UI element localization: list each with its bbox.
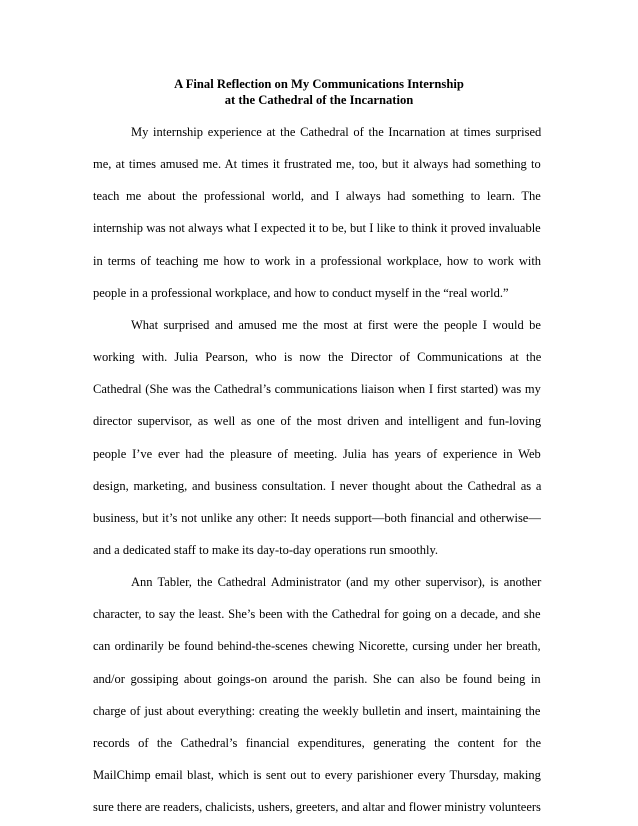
document-title-line-1: A Final Reflection on My Communications Internship bbox=[174, 77, 464, 91]
body-text-line: director supervisor, as well as one of the most driven and intelligent and fun-loving bbox=[93, 414, 542, 429]
body-text-line: people I’ve ever had the pleasure of meeting. Julia has years of experience in Web bbox=[93, 446, 541, 461]
body-text-line: working with. Julia Pearson, who is now the Director of Communications at the bbox=[93, 350, 542, 364]
body-text-line: and a dedicated staff to make its day-to-day operations run smoothly. bbox=[93, 543, 439, 557]
body-text-line: character, to say the least. She’s been with the Cathedral for going on a decade, and she bbox=[93, 607, 541, 622]
body-text-line: records of the Cathedral’s financial expenditures, generating the content for the bbox=[93, 735, 542, 750]
body-text-line: and/or gossiping about goings-on around the parish. She can also be found being in bbox=[93, 671, 541, 686]
body-text-line: charge of just about everything: creating the weekly bulletin and insert, maintaining the bbox=[93, 703, 541, 718]
body-text-line: in terms of teaching me how to work in a professional workplace, how to work with bbox=[93, 253, 542, 268]
body-text-line: can ordinarily be found behind-the-scenes chewing Nicorette, cursing under her breath, bbox=[93, 639, 541, 654]
body-text-line: Cathedral (She was the Cathedral’s communications liaison when I first started) was my bbox=[93, 382, 541, 397]
body-text-line: design, marketing, and business consultation. I never thought about the Cathedral as a bbox=[93, 478, 542, 493]
body-text-line: sure there are readers, chalicists, ushers, greeters, and altar and flower ministry volunteers bbox=[93, 800, 541, 815]
body-text-line: business, but it’s not unlike any other: It needs support—both financial and otherwise— bbox=[93, 510, 541, 525]
body-text-line: Ann Tabler, the Cathedral Administrator (and my other supervisor), is another bbox=[131, 575, 542, 590]
document-title-line-2: at the Cathedral of the Incarnation bbox=[224, 93, 414, 107]
body-text-line: My internship experience at the Cathedral of the Incarnation at times surprised bbox=[131, 125, 542, 139]
body-text-line: MailChimp email blast, which is sent out to every parishioner every Thursday, making bbox=[93, 768, 541, 782]
body-text-line: internship was not always what I expected it to be, but I like to think it proved invaluable bbox=[93, 221, 541, 236]
body-text-line: me, at times amused me. At times it frustrated me, too, but it always had something to bbox=[93, 157, 541, 172]
body-text-line: teach me about the professional world, and I always had something to learn. The bbox=[93, 189, 541, 204]
body-text-line: people in a professional workplace, and how to conduct myself in the “real world.” bbox=[93, 285, 509, 300]
body-text-line: What surprised and amused me the most at first were the people I would be bbox=[131, 317, 541, 332]
